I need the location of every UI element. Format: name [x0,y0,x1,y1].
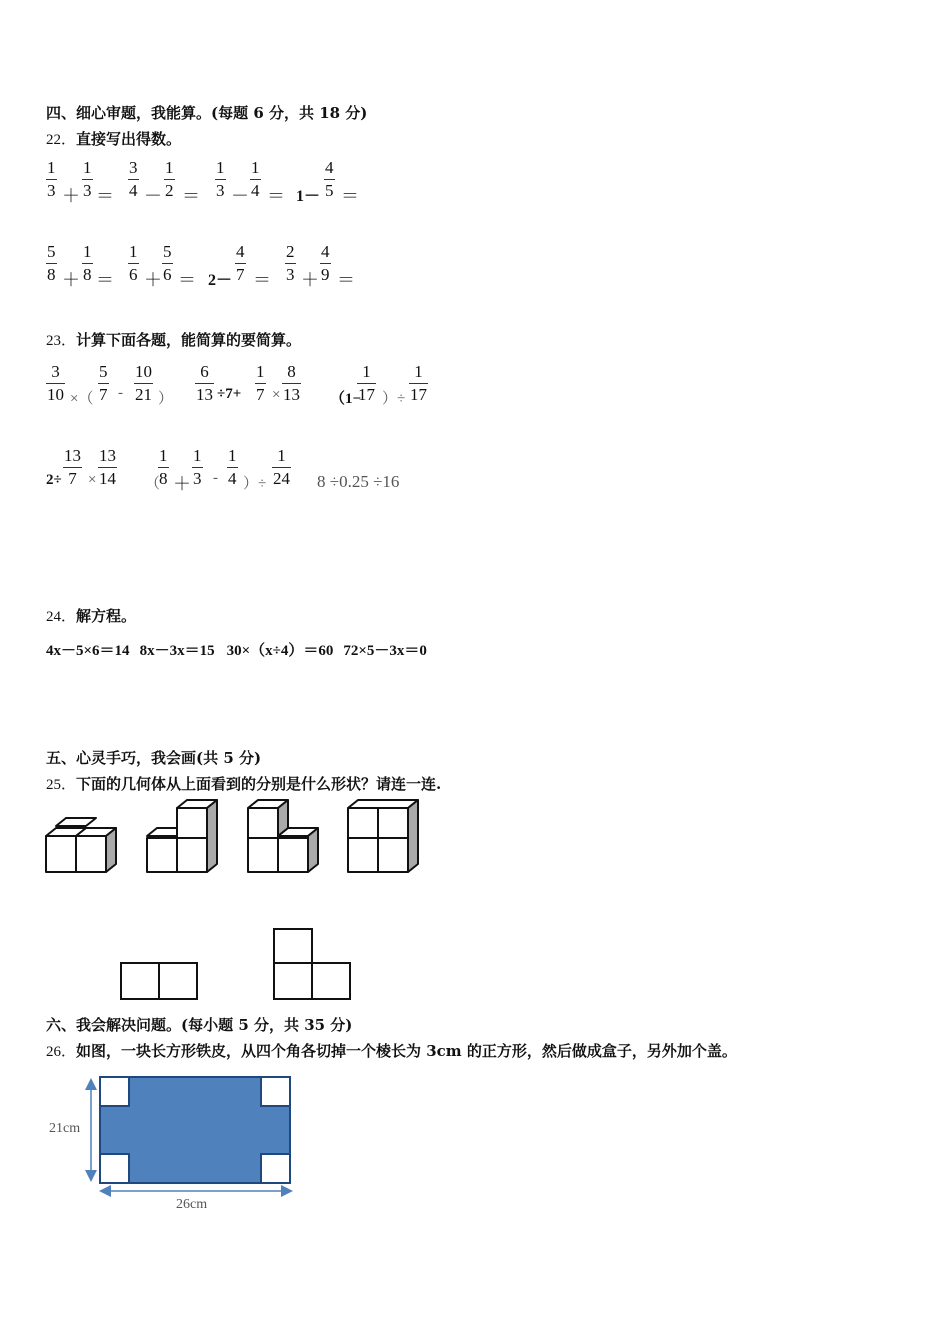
section5-heading: 五、心灵手巧，我会画(共 5 分) [46,749,262,767]
q23-title [46,329,301,350]
operator: ＋ [62,270,80,290]
fraction: 4 9 [321,242,330,284]
fraction: 13 7 [64,446,81,488]
q25-title [46,773,441,794]
fraction: 5 8 [47,242,56,284]
q26-number: 26． [46,1044,77,1060]
sheet-diagram [40,1068,310,1218]
operator: ） [158,391,174,407]
fraction: 1 8 [159,446,168,488]
whole-number-minus: 1－ [296,188,321,205]
solid-figure-2 [147,800,217,872]
operator: （ [145,476,161,492]
q23-text: 计算下面各题，能简算的要简算。 [76,331,302,349]
q26-text: 如图，一块长方形铁皮，从四个角各切掉一个棱长为 3cm 的正方形，然后做成盒子，另外加个盖。 [76,1042,737,1060]
width-label: 26cm [176,1197,208,1212]
operator: ＋ [144,270,162,290]
fraction: 1 2 [165,158,174,200]
equation: 4x－5×6＝14 [46,643,130,659]
equals-sign: ＝ [96,270,114,290]
q22-text: 直接写出得数。 [76,130,182,148]
q24-equations [46,639,443,660]
operator: ＋ [173,474,191,494]
fraction: 1 3 [216,158,225,200]
operator: ）÷ [243,476,267,492]
fraction: 6 13 [196,362,213,404]
fraction: 5 6 [163,242,172,284]
equals-sign: ＝ [96,186,114,206]
fraction: 2 3 [286,242,295,284]
operator: － [231,186,249,206]
operator: ＋ [301,270,319,290]
fraction: 13 14 [99,446,116,488]
fraction: 1 24 [273,446,290,488]
fraction: 4 7 [236,242,245,284]
fraction: 1 3 [193,446,202,488]
q26-title [46,1040,737,1061]
fraction: 1 8 [83,242,92,284]
q24-number: 24． [46,609,77,625]
fraction: 1 17 [410,362,427,404]
fraction: 1 3 [83,158,92,200]
height-label: 21cm [49,1121,81,1136]
operator: ）÷ [382,391,406,407]
operator: 2÷ [46,472,62,488]
fraction: 1 4 [228,446,237,488]
operator: × [272,387,281,403]
q23-number: 23． [46,333,77,349]
operator: － [144,186,162,206]
fraction: 8 13 [283,362,300,404]
equation: 8x－3x＝15 [139,643,215,659]
section4-heading: 四、细心审题，我能算。(每题 6 分，共 18 分) [46,104,368,122]
operator: - [213,470,218,486]
operator: ×（ [70,391,94,407]
fraction: 1 7 [256,362,265,404]
top-view-2 [274,929,350,999]
cut-corner-bottom-right [261,1154,290,1183]
top-view-shapes [0,925,440,1005]
cut-corner-top-left [100,1077,129,1106]
solid-figure-1 [46,818,116,872]
whole-number-minus: 2－ [208,272,233,289]
top-view-1 [121,963,197,999]
operator: × [88,472,97,488]
equation: 30×（x÷4）＝60 [226,643,334,659]
q23-expression-6: 8 ÷0.25 ÷16 [317,472,400,491]
solid-figure-3 [248,800,318,872]
q22-title [46,128,181,149]
cut-corner-bottom-left [100,1154,129,1183]
equals-sign: ＝ [267,186,285,206]
q24-text: 解方程。 [76,607,137,625]
cut-corner-top-right [261,1077,290,1106]
fraction: 4 5 [325,158,334,200]
equals-sign: ＝ [337,270,355,290]
fraction: 1 6 [129,242,138,284]
solid-figure-4 [348,800,418,872]
solid-figures [0,795,440,885]
operator: ＋ [62,186,80,206]
equals-sign: ＝ [178,270,196,290]
operator: （1− [330,391,362,407]
operator: - [118,385,123,401]
fraction: 3 10 [47,362,64,404]
equals-sign: ＝ [182,186,200,206]
fraction: 1 17 [358,362,375,404]
fraction: 10 21 [135,362,152,404]
operator: ÷7+ [217,386,242,402]
q22-number: 22． [46,132,77,148]
q24-title [46,605,136,626]
section6-heading: 六、我会解决问题。(每小题 5 分，共 35 分) [46,1016,353,1034]
q25-text: 下面的几何体从上面看到的分别是什么形状？请连一连. [76,775,442,793]
fraction: 3 4 [129,158,138,200]
equals-sign: ＝ [253,270,271,290]
fraction: 1 4 [251,158,260,200]
fraction: 5 7 [99,362,108,404]
fraction: 1 3 [47,158,56,200]
equation: 72×5－3x＝0 [343,643,427,659]
equals-sign: ＝ [341,186,359,206]
q25-number: 25． [46,777,77,793]
